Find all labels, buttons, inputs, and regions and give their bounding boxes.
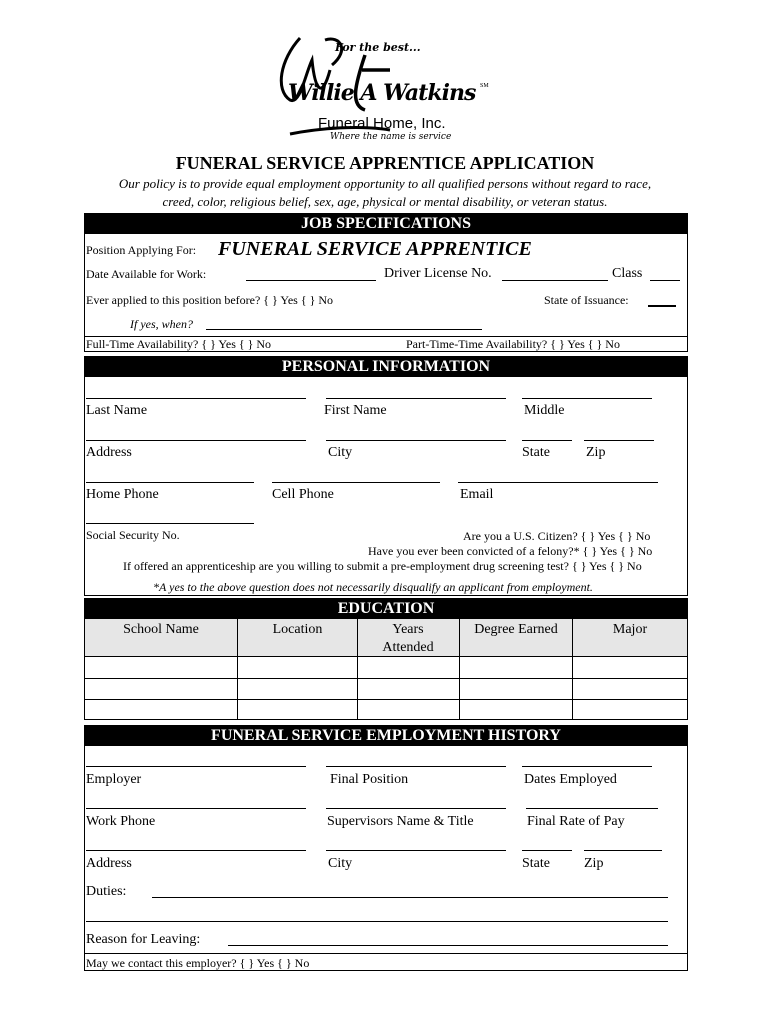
class-label: Class [612,266,643,281]
full-time-label: Full-Time Availability? { } Yes { } No [86,337,272,351]
class-field[interactable] [650,280,680,281]
col-major: Major [612,622,648,637]
drug-test-question: If offered an apprenticeship are you willing to submit a pre-employment drug screening test? { } Yes { } No [123,559,642,573]
dates-employed-label: Dates Employed [524,772,617,787]
employment-divider [84,953,688,954]
ssn-field[interactable] [86,523,254,524]
address-label: Address [86,445,132,460]
state-label: State [522,445,550,460]
last-name-field[interactable] [86,398,306,399]
col-location: Location [272,622,323,637]
employer-zip-field[interactable] [584,850,662,851]
logo-tagline: For the best... [335,41,421,54]
reason-leaving-field[interactable] [228,945,668,946]
city-label: City [328,445,353,460]
email-field[interactable] [458,482,658,483]
driver-license-label: Driver License No. [384,266,492,281]
logo-sm: SM [480,83,489,89]
reason-leaving-label: Reason for Leaving: [86,932,201,947]
duties-field[interactable] [152,897,668,898]
address-field[interactable] [86,440,306,441]
cell-phone-label: Cell Phone [272,487,334,502]
if-yes-label: If yes, when? [130,317,193,331]
work-phone-field[interactable] [86,808,306,809]
personal-banner: PERSONAL INFORMATION [85,357,687,377]
employer-address-field[interactable] [86,850,306,851]
company-logo [270,30,500,145]
state-issuance-field[interactable] [648,305,676,307]
col-degree-earned: Degree Earned [474,622,558,637]
email-label: Email [460,487,494,502]
felony-question: Have you ever been convicted of a felony?* { } Yes { } No [368,544,653,558]
duties-field-line-2[interactable] [86,921,668,922]
employer-state-label: State [522,856,550,871]
if-yes-field[interactable] [206,329,482,330]
supervisor-field[interactable] [326,808,506,809]
col-years-attended: Years Attended [382,622,434,655]
page-title: FUNERAL SERVICE APPRENTICE APPLICATION [175,153,595,173]
employer-city-field[interactable] [326,850,506,851]
final-position-field[interactable] [326,766,506,767]
logo-company: Funeral Home, Inc. [318,115,446,132]
zip-field[interactable] [584,440,654,441]
col-school-name: School Name [123,622,199,637]
education-banner: EDUCATION [85,599,687,619]
final-rate-field[interactable] [526,808,658,809]
state-issuance-label: State of Issuance: [544,293,629,307]
education-row-divider [84,699,688,700]
position-label: Position Applying For: [86,243,197,257]
cell-phone-field[interactable] [272,482,440,483]
home-phone-label: Home Phone [86,487,159,502]
dates-employed-field[interactable] [522,766,652,767]
disqualify-note: *A yes to the above question does not necessarily disqualify an applicant from employment. [153,580,593,594]
supervisor-label: Supervisors Name & Title [327,814,474,829]
date-available-label: Date Available for Work: [86,267,207,281]
employer-state-field[interactable] [522,850,572,851]
job-banner: JOB SPECIFICATIONS [85,214,687,234]
city-field[interactable] [326,440,506,441]
logo-motto: Where the name is service [330,132,452,142]
middle-label: Middle [524,403,565,418]
home-phone-field[interactable] [86,482,254,483]
policy-line-1: Our policy is to provide equal employment opportunity to all qualified persons without regard to race, [118,176,652,191]
employer-city-label: City [328,856,353,871]
date-available-field[interactable] [246,280,376,281]
last-name-label: Last Name [86,403,148,418]
work-phone-label: Work Phone [86,814,156,829]
employer-field[interactable] [86,766,306,767]
part-time-label: Part-Time-Time Availability? { } Yes { } No [406,337,620,351]
policy-line-2: creed, color, religious belief, sex, age, physical or mental disability, or veteran status. [162,194,608,209]
driver-license-field[interactable] [502,280,608,281]
position-value: FUNERAL SERVICE APPRENTICE [218,238,532,260]
first-name-field[interactable] [326,398,506,399]
contact-employer-question: May we contact this employer? { } Yes { } No [86,956,310,970]
employment-banner: FUNERAL SERVICE EMPLOYMENT HISTORY [85,726,687,746]
education-col-divider [357,619,358,720]
logo-name: Willie A Watkins [288,80,476,106]
final-position-label: Final Position [330,772,409,787]
final-rate-label: Final Rate of Pay [527,814,625,829]
citizen-question: Are you a U.S. Citizen? { } Yes { } No [463,529,651,543]
employer-zip-label: Zip [584,856,604,871]
first-name-label: First Name [324,403,387,418]
ssn-label: Social Security No. [86,528,180,542]
education-row-divider [84,678,688,679]
employer-address-label: Address [86,856,132,871]
state-field[interactable] [522,440,572,441]
duties-label: Duties: [86,884,127,899]
ever-applied-label: Ever applied to this position before? { } Yes { } No [86,293,334,307]
zip-label: Zip [586,445,606,460]
middle-field[interactable] [522,398,652,399]
employer-label: Employer [86,772,142,787]
